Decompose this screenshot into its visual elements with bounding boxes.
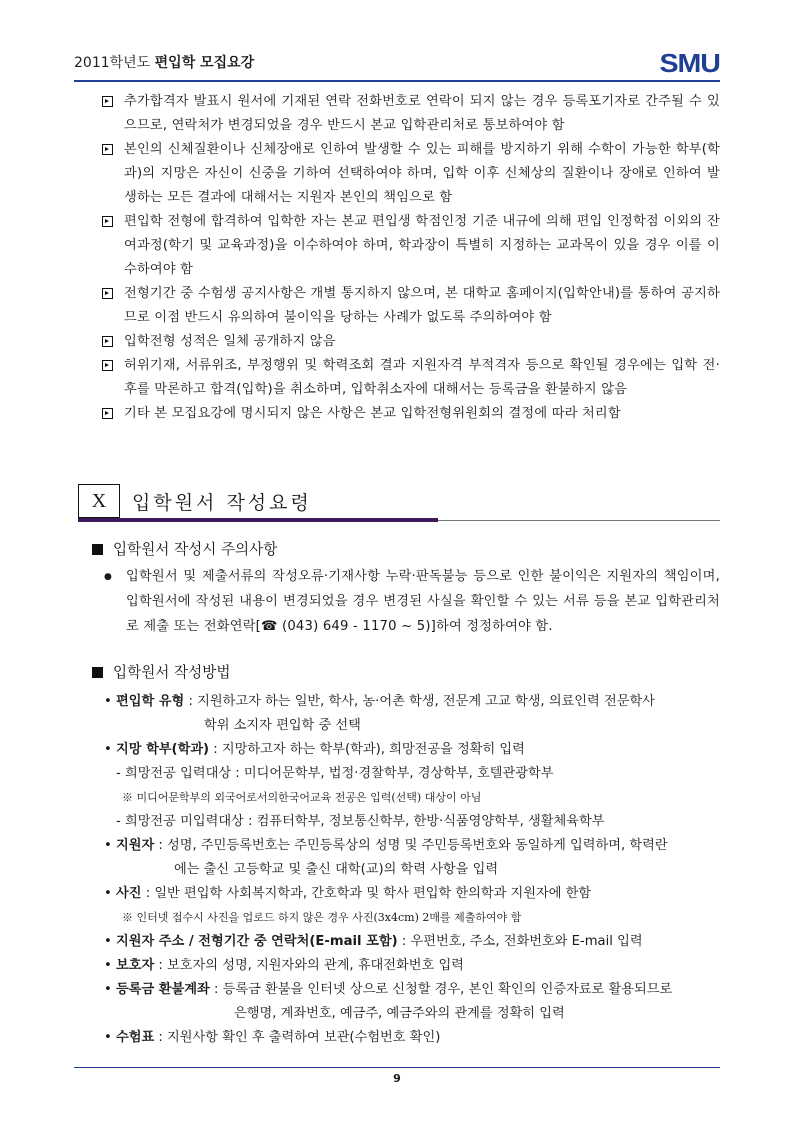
method-major-note: ※ 미디어문학부의 외국어로서의한국어교육 전공은 입력(선택) 대상이 아님 — [122, 791, 482, 804]
header-year: 2011학년도 — [74, 55, 151, 71]
caution-note — [104, 564, 720, 639]
caution-text: 입학원서 및 제출서류의 작성오류·기재사항 누락·판독불능 등으로 인한 불이익은 지원자의 책임이며, 입학원서에 작성된 내용이 변경되었을 경우 변경된 사실을 확인할 수 있는 서류 등을 본교 입학관리처로 제출 또는 전화연락[☎ (043) 649 - 1170 ~ 5)]하여 정정하여야 함. — [126, 569, 720, 634]
arrow-box-icon — [102, 360, 113, 371]
method-major-sub1: - 희망전공 입력대상 : 미디어문학부, 법정·경찰학부, 경상학부, 호텔관광학부 — [116, 766, 554, 781]
black-square-icon — [92, 544, 103, 555]
method-item-photo: • 사진 : 일반 편입학 사회복지학과, 간호학과 및 학사 편입학 한의학과 지원자에 한함 — [104, 886, 592, 901]
method-item-address: • 지원자 주소 / 전형기간 중 연락처(E-mail 포함) : 우편번호, 주소, 전화번호와 E-mail 입력 — [104, 934, 643, 949]
footer-divider — [74, 1067, 720, 1068]
notice-item: 허위기재, 서류위조, 부정행위 및 학력조회 결과 지원자격 부적격자 등으로 확인될 경우에는 입학 전·후를 막론하고 합격(입학)을 취소하며, 입학취소자에 대해서는 등록금을 환불하지 않음 — [102, 354, 720, 402]
header-title — [74, 52, 254, 72]
method-item-ticket: • 수험표 : 지원사항 확인 후 출력하여 보관(수험번호 확인) — [104, 1030, 441, 1045]
page-number: 9 — [393, 1072, 401, 1085]
notice-list — [102, 90, 720, 426]
arrow-box-icon — [102, 336, 113, 347]
section-underline-thin — [438, 520, 720, 521]
method-list — [104, 690, 720, 1050]
method-heading: 입학원서 작성방법 — [92, 661, 230, 682]
method-item-refund: • 등록금 환불계좌 : 등록금 환불을 인터넷 상으로 신청할 경우, 본인 확인의 인증자료로 활용되므로 은행명, 계좌번호, 예금주, 예금주와의 관계를 정확히 입력 — [104, 982, 673, 1021]
header-divider — [74, 80, 720, 82]
bullet-dot-icon: ● — [104, 572, 112, 582]
arrow-box-icon — [102, 216, 113, 227]
section-underline — [78, 518, 438, 522]
notice-item: 본인의 신체질환이나 신체장애로 인하여 발생할 수 있는 피해를 방지하기 위해 수학이 가능한 학부(학과)의 지망은 자신이 신중을 기하여 선택하여야 하며, 입학 이후 신체상의 질환이나 장애로 인하여 발생하는 모든 결과에 대해서는 지원자 본인의 책임으로 함 — [102, 138, 720, 210]
method-item-applicant: • 지원자 : 성명, 주민등록번호는 주민등록상의 성명 및 주민등록번호와 동일하게 입력하며, 학력란 에는 출신 고등학교 및 출신 대학(교)의 학력 사항을 입력 — [104, 838, 668, 877]
method-item-type: • 편입학 유형 : 지원하고자 하는 일반, 학사, 농·어촌 학생, 전문계 고교 학생, 의료인력 전문학사 학위 소지자 편입학 중 선택 — [104, 694, 655, 733]
section-title: 입학원서 작성요령 — [132, 492, 312, 514]
method-major-sub2: - 희망전공 미입력대상 : 컴퓨터학부, 정보통신학부, 한방·식품영양학부, 생활체육학부 — [116, 814, 605, 829]
header-doc-title: 편입학 모집요강 — [154, 55, 255, 71]
arrow-box-icon — [102, 408, 113, 419]
arrow-box-icon — [102, 96, 113, 107]
notice-item: 입학전형 성적은 일체 공개하지 않음 — [102, 330, 720, 354]
page-header — [74, 46, 720, 78]
caution-heading: 입학원서 작성시 주의사항 — [92, 538, 277, 559]
notice-item: 전형기간 중 수험생 공지사항은 개별 통지하지 않으며, 본 대학교 홈페이지(입학안내)를 통하여 공지하므로 이점 반드시 유의하여 불이익을 당하는 사례가 없도록 주의하여야 함 — [102, 282, 720, 330]
arrow-box-icon — [102, 288, 113, 299]
smu-logo: SMU — [659, 48, 720, 78]
method-item-guardian: • 보호자 : 보호자의 성명, 지원자와의 관계, 휴대전화번호 입력 — [104, 958, 464, 973]
notice-item: 편입학 전형에 합격하여 입학한 자는 본교 편입생 학점인정 기준 내규에 의해 편입 인정학점 이외의 잔여과정(학기 및 교육과정)을 이수하여야 하며, 학과장이 특별히 지정하는 교과목이 있을 경우 이를 이수하여야 함 — [102, 210, 720, 282]
notice-item: 추가합격자 발표시 원서에 기재된 연락 전화번호로 연락이 되지 않는 경우 등록포기자로 간주될 수 있으므로, 연락처가 변경되었을 경우 반드시 본교 입학관리처로 통보하여야 함 — [102, 90, 720, 138]
section-number: X — [78, 484, 120, 518]
notice-item: 기타 본 모집요강에 명시되지 않은 사항은 본교 입학전형위원회의 결정에 따라 처리함 — [102, 402, 720, 426]
section-heading — [78, 484, 718, 522]
black-square-icon — [92, 667, 103, 678]
arrow-box-icon — [102, 144, 113, 155]
method-photo-note: ※ 인터넷 접수시 사진을 업로드 하지 않은 경우 사진(3x4cm) 2매를 제출하여야 함 — [122, 911, 522, 924]
method-item-major: • 지망 학부(학과) : 지망하고자 하는 학부(학과), 희망전공을 정확히 입력 — [104, 742, 525, 757]
